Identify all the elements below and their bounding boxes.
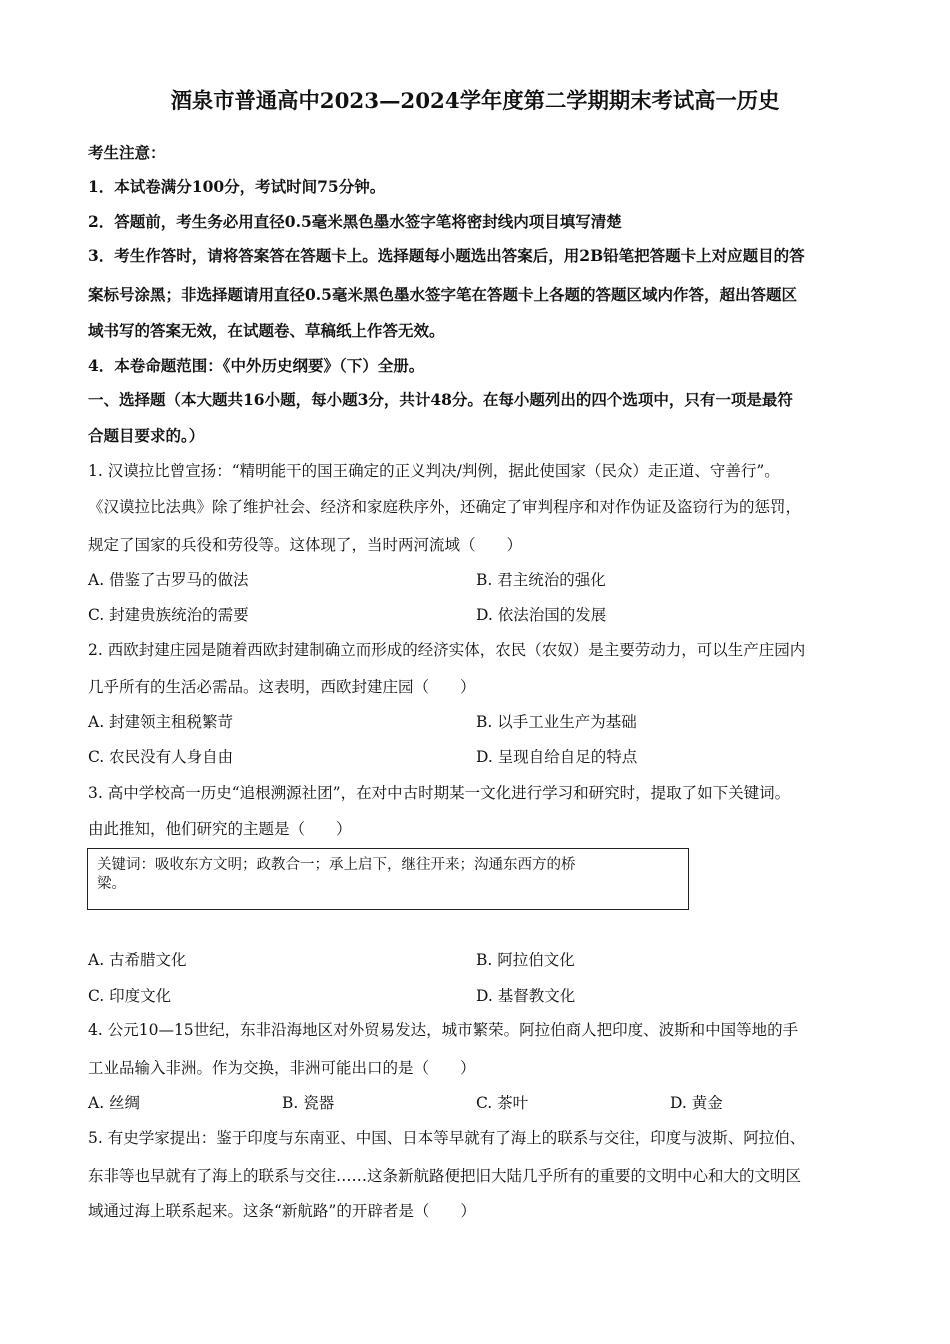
q2-option-a[interactable]: A. 封建领主租税繁苛 xyxy=(88,713,234,731)
notice-heading: 考生注意： xyxy=(88,143,166,162)
question-5-text: 域通过海上联系起来。这条“新航路”的开辟者是（ ） xyxy=(88,1202,476,1220)
question-4-text: 工业品输入非洲。作为交换，非洲可能出口的是（ ） xyxy=(88,1059,476,1077)
section-heading: 一、选择题（本大题共16小题，每小题3分，共计48分。在每小题列出的四个选项中，只有一项是最符 xyxy=(88,390,793,409)
question-5-text: 5. 有史学家提出：鉴于印度与东南亚、中国、日本等早就有了海上的联系与交往，印度与波斯、阿拉伯、 xyxy=(88,1129,806,1147)
question-3-text: 由此推知，他们研究的主题是（ ） xyxy=(88,820,352,838)
q1-option-a[interactable]: A. 借鉴了古罗马的做法 xyxy=(88,571,249,589)
q4-option-d[interactable]: D. 黄金 xyxy=(670,1094,723,1112)
q4-option-c[interactable]: C. 茶叶 xyxy=(476,1094,529,1112)
q1-option-b[interactable]: B. 君主统治的强化 xyxy=(476,571,606,589)
q3-option-b[interactable]: B. 阿拉伯文化 xyxy=(476,951,575,969)
keywords-text-cont: 梁。 xyxy=(97,876,126,892)
question-1-text: 1. 汉谟拉比曾宣扬：“精明能干的国王确定的正义判决/判例，据此使国家（民众）走正道、守善行”。 xyxy=(88,462,780,480)
q1-option-c[interactable]: C. 封建贵族统治的需要 xyxy=(88,606,249,624)
q4-option-b[interactable]: B. 瓷器 xyxy=(282,1094,335,1112)
q3-option-a[interactable]: A. 古希腊文化 xyxy=(88,951,187,969)
section-heading-cont: 合题目要求的。） xyxy=(88,426,205,445)
notice-item: 3．考生作答时，请将答案答在答题卡上。选择题每小题选出答案后，用2B铅笔把答题卡上对应题目的答 xyxy=(88,246,805,265)
notice-item: 案标号涂黑；非选择题请用直径0.5毫米黑色墨水签字笔在答题卡上各题的答题区域内作答，超出答题区 xyxy=(88,285,797,304)
question-2-text: 几乎所有的生活必需品。这表明，西欧封建庄园（ ） xyxy=(88,678,476,696)
q2-option-c[interactable]: C. 农民没有人身自由 xyxy=(88,748,234,766)
question-3-text: 3. 高中学校高一历史“追根溯源社团”，在对中古时期某一文化进行学习和研究时，提取了如下关键词。 xyxy=(88,784,791,802)
notice-item: 4．本卷命题范围：《中外历史纲要》（下）全册。 xyxy=(88,356,425,375)
keywords-text: 关键词：吸收东方文明；政教合一；承上启下，继往开来；沟通东西方的桥 xyxy=(97,857,576,873)
notice-item: 1．本试卷满分100分，考试时间75分钟。 xyxy=(88,177,386,196)
q3-option-c[interactable]: C. 印度文化 xyxy=(88,987,172,1005)
notice-item: 2．答题前，考生务必用直径0.5毫米黑色墨水签字笔将密封线内项目填写清楚 xyxy=(88,212,622,231)
q1-option-d[interactable]: D. 依法治国的发展 xyxy=(476,606,607,624)
question-1-text: 《汉谟拉比法典》除了维护社会、经济和家庭秩序外，还确定了审判程序和对作伪证及盗窃行为的惩罚， xyxy=(88,498,802,516)
q2-option-b[interactable]: B. 以手工业生产为基础 xyxy=(476,713,637,731)
question-5-text: 东非等也早就有了海上的联系与交往……这条新航路便把旧大陆几乎所有的重要的文明中心和大的文明区 xyxy=(88,1167,802,1185)
exam-title: 酒泉市普通高中2023—2024学年度第二学期期末考试高一历史 xyxy=(170,89,780,114)
question-4-text: 4. 公元10—15世纪，东非沿海地区对外贸易发达，城市繁荣。阿拉伯商人把印度、波斯和中国等地的手 xyxy=(88,1021,799,1039)
keywords-box xyxy=(87,848,689,910)
q3-option-d[interactable]: D. 基督教文化 xyxy=(476,987,576,1005)
q4-option-a[interactable]: A. 丝绸 xyxy=(88,1094,141,1112)
q2-option-d[interactable]: D. 呈现自给自足的特点 xyxy=(476,748,638,766)
question-1-text: 规定了国家的兵役和劳役等。这体现了，当时两河流域（ ） xyxy=(88,536,523,554)
notice-item: 域书写的答案无效，在试题卷、草稿纸上作答无效。 xyxy=(88,321,445,340)
question-2-text: 2. 西欧封建庄园是随着西欧封建制确立而形成的经济实体，农民（农奴）是主要劳动力，可以生产庄园内 xyxy=(88,641,806,659)
